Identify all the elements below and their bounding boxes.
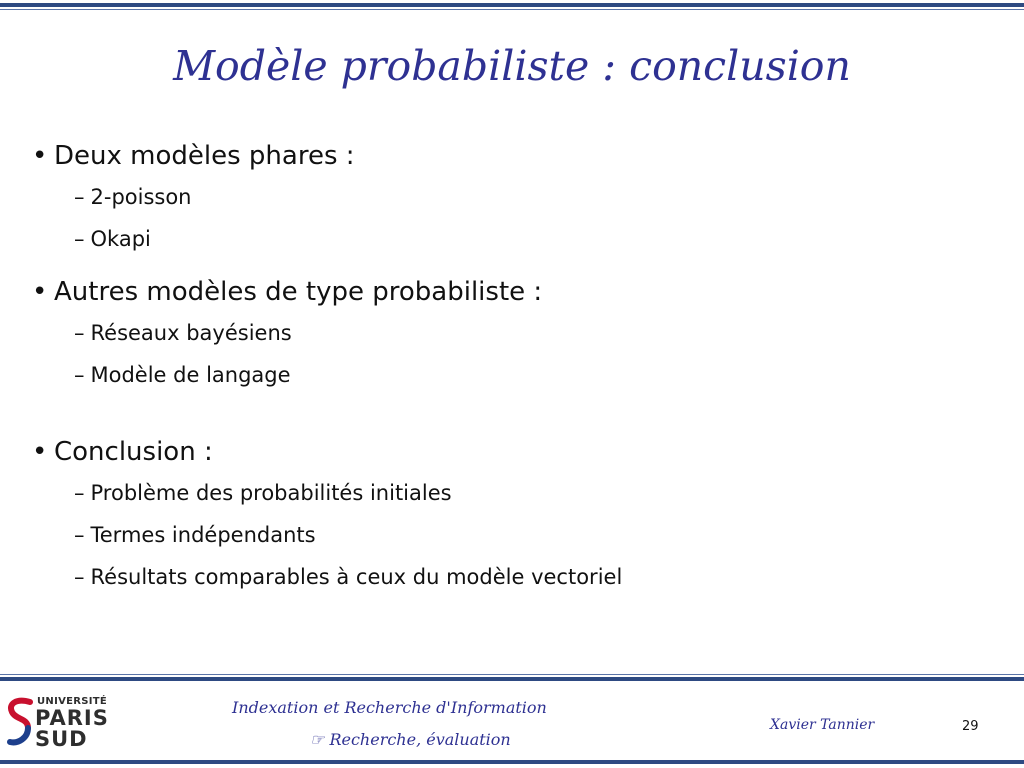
- sub-bullet-item: [32, 556, 992, 598]
- sub-bullet-text: 2-poisson: [90, 185, 192, 209]
- dash-icon: –: [74, 523, 85, 547]
- bullet-text: Deux modèles phares :: [54, 141, 355, 171]
- top-rule-thin: [0, 9, 1024, 10]
- page-number: 29: [962, 719, 979, 734]
- sub-bullet-item: [32, 354, 992, 396]
- sub-bullet-text: Termes indépendants: [90, 523, 316, 547]
- sub-bullet-item: [32, 312, 992, 354]
- bullet-icon: •: [32, 437, 48, 467]
- sub-bullet-item: [32, 176, 992, 218]
- university-s-icon: [6, 696, 34, 750]
- sub-bullet-text: Réseaux bayésiens: [90, 321, 292, 345]
- sub-bullet-item: [32, 472, 992, 514]
- slide-content: [32, 136, 992, 598]
- bullet-icon: •: [32, 141, 48, 171]
- dash-icon: –: [74, 565, 85, 589]
- bullet-text: Autres modèles de type probabiliste :: [54, 277, 543, 307]
- pointing-hand-icon: ☞: [310, 730, 325, 749]
- footer-section-title: Recherche, évaluation: [329, 730, 511, 749]
- spacer: [32, 260, 992, 272]
- footer-author: Xavier Tannier: [770, 717, 875, 733]
- bullet-item: [32, 136, 992, 176]
- bullet-item: [32, 272, 992, 312]
- dash-icon: –: [74, 227, 85, 251]
- logo-line-1: UNIVERSITÉ: [37, 696, 108, 707]
- sub-bullet-item: [32, 514, 992, 556]
- sub-bullet-item: [32, 218, 992, 260]
- footer-rule-thin: [0, 674, 1024, 675]
- bullet-text: Conclusion :: [54, 437, 213, 467]
- footer-rule-thick: [0, 677, 1024, 681]
- slide-title: Modèle probabiliste : conclusion: [173, 42, 851, 90]
- bottom-rule: [0, 760, 1024, 764]
- logo-line-3: SUD: [35, 727, 88, 751]
- bullet-icon: •: [32, 277, 48, 307]
- top-rule-thick: [0, 3, 1024, 7]
- sub-bullet-text: Okapi: [90, 227, 151, 251]
- spacer: [32, 396, 992, 432]
- dash-icon: –: [74, 321, 85, 345]
- bullet-item: [32, 432, 992, 472]
- university-logo: [6, 694, 109, 752]
- dash-icon: –: [74, 185, 85, 209]
- footer-section: [310, 730, 511, 749]
- sub-bullet-text: Résultats comparables à ceux du modèle vectoriel: [90, 565, 623, 589]
- sub-bullet-text: Problème des probabilités initiales: [90, 481, 452, 505]
- footer-course-title: Indexation et Recherche d'Information: [232, 698, 547, 717]
- dash-icon: –: [74, 363, 85, 387]
- sub-bullet-text: Modèle de langage: [90, 363, 291, 387]
- logo-line-2: PARIS: [35, 706, 109, 730]
- dash-icon: –: [74, 481, 85, 505]
